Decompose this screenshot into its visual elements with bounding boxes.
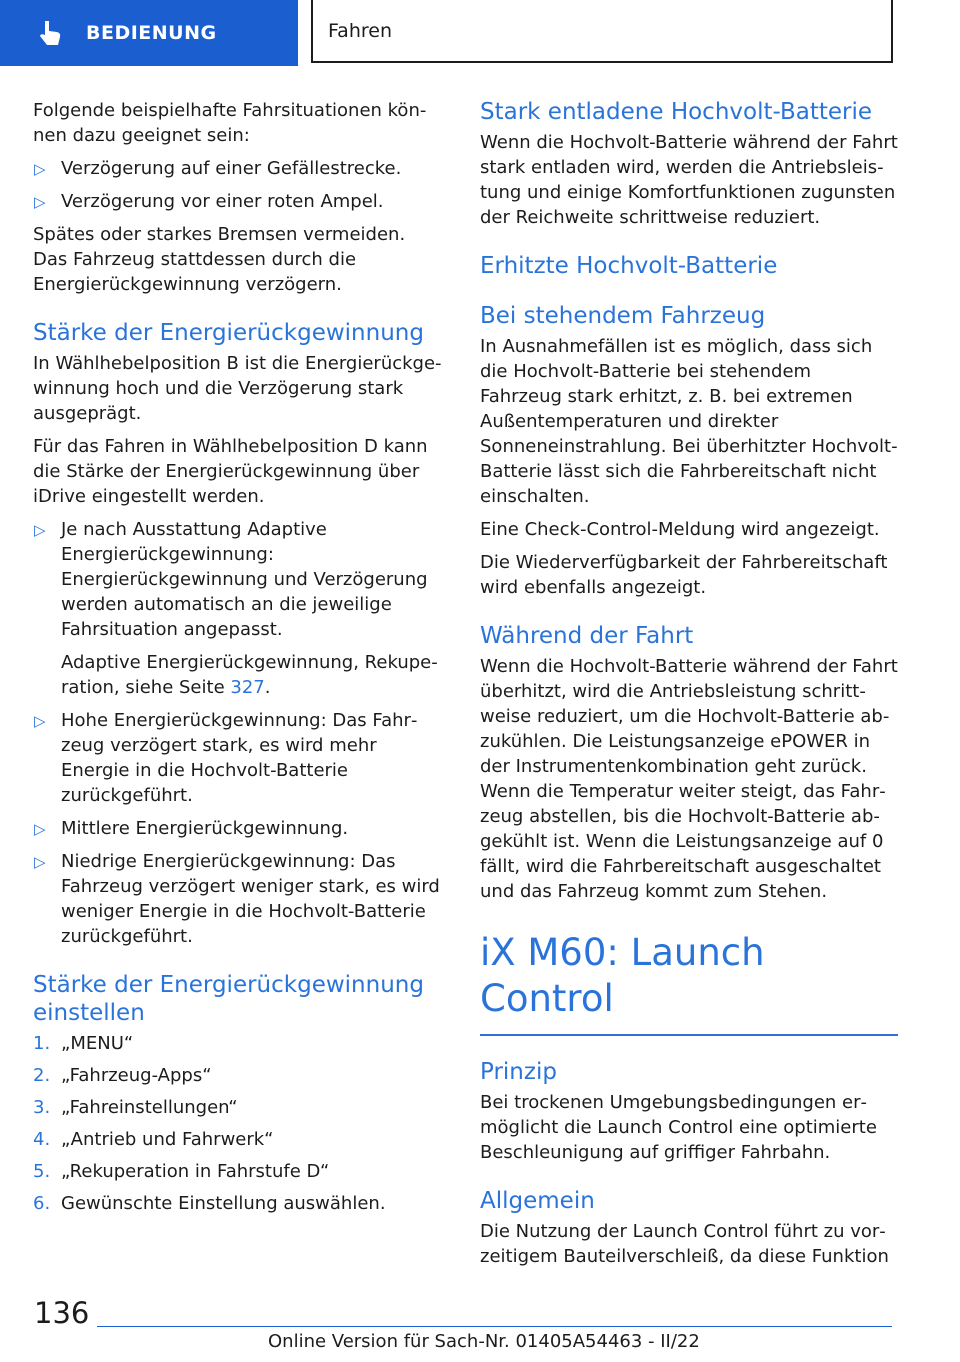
section-heading: Stark entladene Hochvolt-Batterie <box>480 99 873 125</box>
body-paragraph: Die Nutzung der Launch Control führt zu vorzeitigem Bauteilverschleiß, da diese Funktion <box>480 1221 889 1267</box>
triangle-bullet-icon: ▷ <box>34 820 46 838</box>
list-item: ▷ Verzögerung vor einer roten Ampel. <box>33 189 445 214</box>
page-number: 136 <box>34 1296 90 1330</box>
triangle-bullet-icon: ▷ <box>34 193 46 211</box>
left-column <box>33 98 445 1223</box>
section-tab[interactable] <box>0 0 298 66</box>
page-link[interactable]: 327 <box>230 677 265 698</box>
situation-list <box>33 156 445 214</box>
step-item: 1. „MENU“ <box>33 1033 134 1054</box>
step-item: 3. „Fahreinstellungen“ <box>33 1097 238 1118</box>
body-paragraph: Bei trockenen Umgebungsbedingungen ermöglicht die Launch Control eine optimierte Beschleunigung auf griffiger Fahrbahn. <box>480 1092 877 1163</box>
mode-list <box>33 517 445 949</box>
body-paragraph: In Ausnahmefällen ist es möglich, dass sich die Hochvolt-Batterie bei stehendem Fahrzeug stark erhitzt, z. B. bei extremen Außentemperaturen und direkter Sonneneinstrahlung. Bei überhitzter Hochvolt-Batterie lässt sich die Fahrbereitschaft nicht einschalten. <box>480 336 898 507</box>
list-item: ▷ Mittlere Energierückgewinnung. <box>33 816 445 841</box>
body-paragraph: Die Wiederverfügbarkeit der Fahrbereitschaft wird ebenfalls angezeigt. <box>480 552 888 598</box>
subsection-heading: Allgemein <box>480 1188 595 1214</box>
chapter-heading: iX M60: Launch Control <box>480 930 898 1036</box>
triangle-bullet-icon: ▷ <box>34 853 46 871</box>
chapter-label: Fahren <box>328 19 392 42</box>
list-item: ▷ Je nach Ausstattung Adaptive Energierückgewinnung: Energierückgewinnung und Verzögerung werden automatisch an die jeweilige Fahrsituation angepasst. Adaptive Energierückgewinnung, Rekuperation, siehe Seite 327. <box>33 517 445 700</box>
section-label: BEDIENUNG <box>86 22 217 44</box>
footer-divider <box>97 1326 892 1327</box>
cross-reference: Adaptive Energierückgewinnung, Rekuperation, siehe Seite 327. <box>61 652 438 698</box>
body-paragraph: Wenn die Hochvolt-Batterie während der Fahrt überhitzt, wird die Antriebsleistung schrittweise reduziert, um die Hochvolt-Batterie abzukühlen. Die Leistungsanzeige ePOWER in der Instrumentenkombination geht zurück. Wenn die Temperatur weiter steigt, das Fahrzeug abstellen, bis die Hochvolt-Batterie abgekühlt ist. Wenn die Leistungsanzeige auf 0 fällt, wird die Fahrbereitschaft ausgeschaltet und das Fahrzeug kommt zum Stehen. <box>480 656 898 902</box>
step-item: 2. „Fahrzeug-Apps“ <box>33 1065 212 1086</box>
subsection-heading: Bei stehendem Fahrzeug <box>480 303 766 329</box>
right-column <box>480 98 898 1277</box>
triangle-bullet-icon: ▷ <box>34 160 46 178</box>
body-paragraph: Für das Fahren in Wählhebelposition D kann die Stärke der Energierückgewinnung über iDrive eingestellt werden. <box>33 436 428 507</box>
section-heading: Stärke der Energierückgewinnung <box>33 320 424 346</box>
section-heading: Stärke der Energierückgewinnung einstellen <box>33 972 424 1026</box>
hand-pointer-icon <box>36 18 66 48</box>
list-item: ▷ Niedrige Energierückgewinnung: Das Fahrzeug verzögert weniger stark, es wird weniger Energie in die Hochvolt-Batterie zurückgeführt. <box>34 851 440 947</box>
chapter-tab[interactable] <box>311 0 893 63</box>
step-item: 4. „Antrieb und Fahrwerk“ <box>33 1129 274 1150</box>
body-paragraph: Eine Check-Control-Meldung wird angezeigt. <box>480 519 880 540</box>
steps-list <box>33 1031 445 1216</box>
triangle-bullet-icon: ▷ <box>34 712 46 730</box>
body-paragraph: In Wählhebelposition B ist die Energierückgewinnung hoch und die Verzögerung stark ausgeprägt. <box>33 353 442 424</box>
page-header <box>0 0 960 66</box>
list-item: ▷ Hohe Energierückgewinnung: Das Fahrzeug verzögert stark, es wird mehr Energie in die Hochvolt-Batterie zurückgeführt. <box>34 710 418 806</box>
subsection-heading: Prinzip <box>480 1059 557 1085</box>
footer-text: Online Version für Sach-Nr. 01405A54463 - II/22 <box>268 1331 700 1352</box>
intro-paragraph: Folgende beispielhafte Fahrsituationen können dazu geeignet sein: <box>33 100 427 146</box>
subsection-heading: Während der Fahrt <box>480 623 694 649</box>
triangle-bullet-icon: ▷ <box>34 521 46 539</box>
list-item: ▷ Verzögerung auf einer Gefällestrecke. <box>33 156 445 181</box>
body-paragraph: Spätes oder starkes Bremsen vermeiden. Das Fahrzeug stattdessen durch die Energierückgewinnung verzögern. <box>33 224 406 295</box>
body-paragraph: Wenn die Hochvolt-Batterie während der Fahrt stark entladen wird, werden die Antriebsleistung und einige Komfortfunktionen zugunsten der Reichweite schrittweise reduziert. <box>480 132 898 228</box>
step-item: 5. „Rekuperation in Fahrstufe D“ <box>33 1161 330 1182</box>
section-heading: Erhitzte Hochvolt-Batterie <box>480 253 778 279</box>
step-item: 6. Gewünschte Einstellung auswählen. <box>33 1193 386 1214</box>
